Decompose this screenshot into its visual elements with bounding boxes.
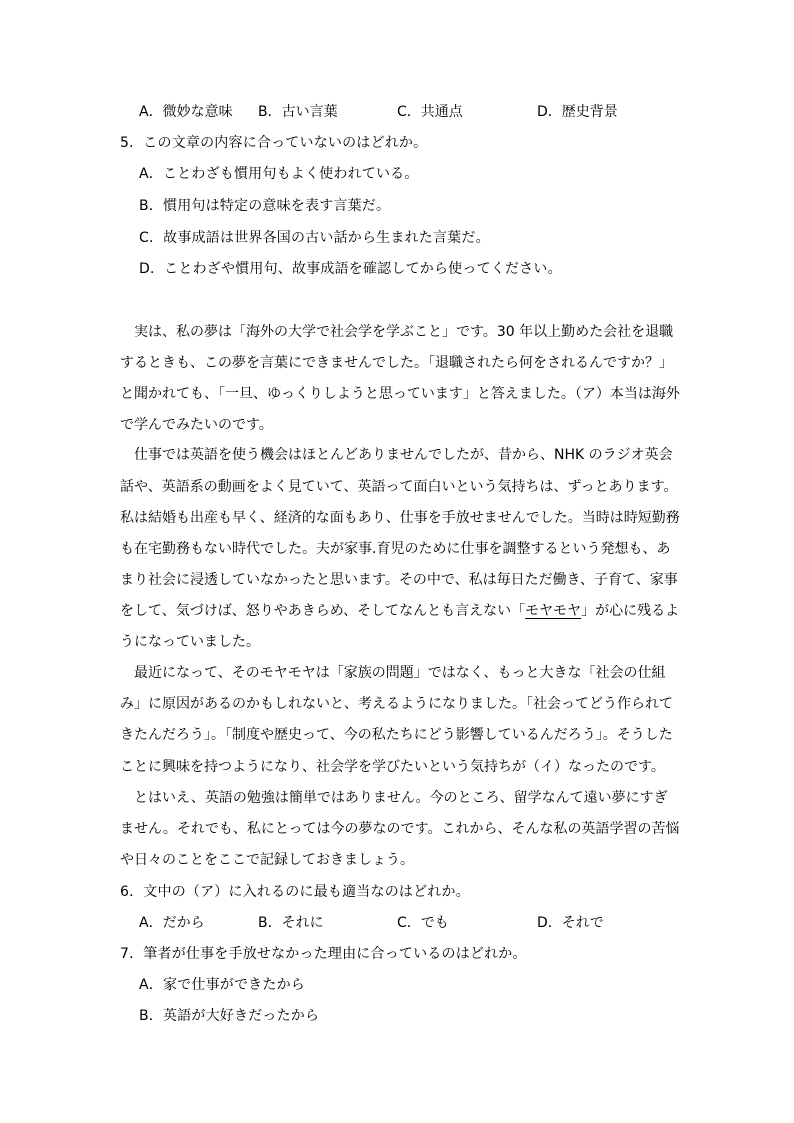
q4-option-b: B．古い言葉: [258, 104, 338, 120]
passage-line: ません。それでも、私にとっては今の夢なのです。これから、そんな私の英語学習の苦悩: [120, 821, 680, 837]
q4-option-c: C．共通点: [397, 104, 463, 120]
q5-option-d: D．ことわざや慣用句、故事成語を確認してから使ってください。: [139, 261, 562, 277]
passage-line: うになっていました。: [120, 634, 260, 650]
q6-option-d: D．それで: [537, 915, 604, 931]
q5-option-a: A．ことわざも慣用句もよく使われている。: [139, 166, 419, 182]
passage-line: とはいえ、英語の勉強は簡単ではありません。今のところ、留学なんて遠い夢にすぎ: [120, 790, 668, 806]
q6-stem: 6．文中の（ア）に入れるのに最も適当なのはどれか。: [120, 884, 470, 900]
passage-line: 最近になって、そのモヤモヤは「家族の問題」ではなく、もっと大きな「社会の仕組: [120, 665, 666, 681]
passage-line: 私は結婚も出産も早く、経済的な面もあり、仕事を手放せませんでした。当時は時短勤務: [120, 510, 680, 526]
passage-line: 実は、私の夢は「海外の大学で社会学を学ぶこと」です。30 年以上勤めた会社を退職: [120, 324, 674, 340]
passage-line: や日々のことをここで記録しておきましょう。: [120, 852, 414, 868]
q7-option-b: B．英語が大好きだったから: [139, 1008, 320, 1024]
passage-line: で学んでみたいのです。: [120, 417, 273, 433]
q7-stem: 7．筆者が仕事を手放せなかった理由に合っているのはどれか。: [120, 946, 527, 962]
q6-option-b: B．それに: [258, 915, 324, 931]
passage-line: も在宅勤務もない時代でした。夫が家事.育児のために仕事を調整するという発想も、あ: [120, 541, 671, 557]
q7-option-a: A．家で仕事ができたから: [139, 977, 305, 993]
passage-line: と聞かれても、「一旦、ゆっくりしようと思っています」と答えました。（ア）本当は海外: [120, 386, 680, 402]
passage-line: ことに興味を持つようになり、社会学を学びたいという気持ちが（イ）なったのです。: [120, 759, 665, 775]
passage-line: するときも、この夢を言葉にできませんでした。「退職されたら何をされるんですか？」: [120, 355, 673, 371]
underlined-term: モヤモヤ: [525, 603, 582, 619]
passage-line: 話や、英語系の動画をよく見ていて、英語って面白いという気持ちは、ずっとあります。: [120, 479, 678, 495]
q6-option-a: A．だから: [139, 915, 205, 931]
passage-text: をして、気づけば、怒りやあきらめ、そしてなんとも言えない「: [120, 603, 526, 619]
passage-line: まり社会に浸透していなかったと思います。その中で、私は毎日ただ働き、子育て、家事: [120, 572, 678, 588]
q5-option-b: B．慣用句は特定の意味を表す言葉だ。: [139, 198, 391, 214]
passage-text: 」が心に残るよ: [581, 603, 680, 619]
q4-option-d: D．歴史背景: [537, 104, 618, 120]
passage-line: み」に原因があるのかもしれないと、考えるようになりました。「社会ってどう作られて: [120, 696, 673, 712]
q4-option-a: A．微妙な意味: [139, 104, 233, 120]
q5-option-c: C．故事成語は世界各国の古い話から生まれた言葉だ。: [139, 230, 490, 246]
passage-line: [120, 601, 679, 621]
q5-stem: 5．この文章の内容に合っていないのはどれか。: [120, 135, 428, 151]
passage-line: きたんだろう」。「制度や歴史って、今の私たちにどう影響しているんだろう」。そうした: [120, 727, 673, 743]
passage-line: 仕事では英語を使う機会はほとんどありませんでしたが、昔から、NHK のラジオ英会: [120, 447, 673, 463]
q6-option-c: C．でも: [397, 915, 449, 931]
